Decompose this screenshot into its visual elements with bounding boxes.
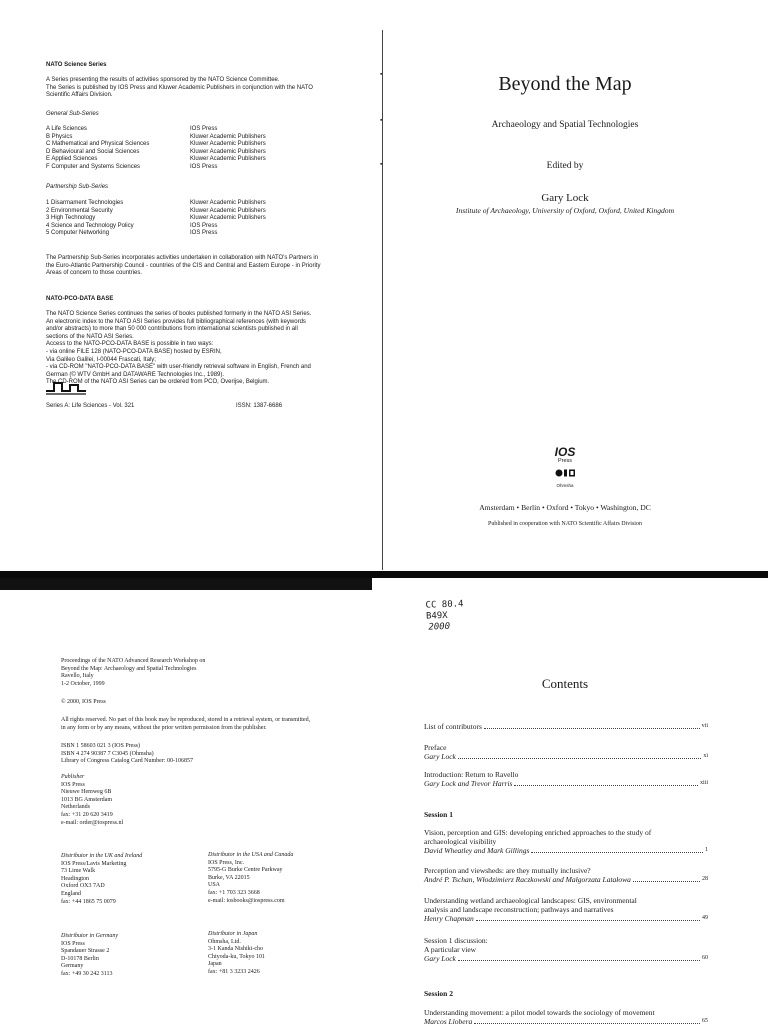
list-item: A Life Sciences IOS Press (46, 126, 218, 132)
nato-logo-icon (44, 379, 88, 397)
toc-entry-author: Marcos Llobera (424, 1017, 473, 1026)
toc-entry-title: analysis and landscape reconstruction; pathways and narratives (424, 905, 614, 914)
proceedings-line: Beyond the Map: Archaeology and Spatial Technologies (61, 665, 197, 672)
toc-page-number: 1 (705, 847, 708, 853)
address-line: Nieuwe Hemweg 6B (61, 789, 112, 796)
leader-dots (633, 881, 700, 882)
note-line: Areas of concern to those countries. (46, 270, 143, 277)
proceedings-line: 1-2 October, 1999 (61, 680, 105, 687)
toc-entry-title: Introduction: Return to Ravello (424, 770, 519, 779)
toc-entry-author: André P. Tschan, Włodzimierz Raczkowski and Małgorzata Latałowa (424, 875, 631, 884)
address-line: fax: +1 703 323 3668 (208, 889, 260, 896)
copyright-line: © 2000, IOS Press (61, 699, 106, 705)
db-line: The CD-ROM of the NATO ASI Series can be ordered from PCO, Overijse, Belgium. (46, 379, 270, 386)
isbn-block (61, 743, 193, 766)
address-line: 5795-G Burke Centre Parkway (208, 867, 283, 874)
editor-affiliation: Institute of Archaeology, University of Oxford, Oxford, United Kingdom (455, 206, 675, 215)
address-line: fax: +81 3 3233 2426 (208, 968, 260, 975)
issn: ISSN: 1387-6686 (236, 403, 283, 409)
list-item: F Computer and Systems Sciences IOS Press (46, 163, 218, 170)
address-line: Japan (208, 961, 222, 968)
toc-page-number: 60 (702, 955, 708, 961)
leader-dots (458, 758, 701, 759)
session-label: Session 1 (424, 810, 453, 819)
proceedings-line: Ravello, Italy (61, 673, 94, 680)
toc-leader-line (424, 779, 708, 788)
address-line: Spandauer Strasse 2 (61, 948, 110, 955)
rights-line: in any form or by any means, without the prior written permission from the publisher. (61, 724, 267, 731)
scan-divider-shadow (0, 578, 372, 590)
series-volume: Series A: Life Sciences - Vol. 321 (46, 403, 135, 409)
intro-line: A Series presenting the results of activities sponsored by the NATO Science Committee. (46, 77, 280, 83)
isbn-line: ISBN 1 58603 021 3 (IOS Press) (61, 743, 141, 749)
address-line: Netherlands (61, 804, 90, 811)
list-item: B Physics Kluwer Academic Publishers (46, 133, 266, 140)
scan-mark: ▪ (380, 160, 383, 168)
db-line: Access to the NATO-PCO-DATA BASE is possible in two ways: (46, 341, 214, 348)
ios-logo-text: IOS (554, 445, 576, 459)
address-line: fax: +44 1865 75 0079 (61, 898, 116, 905)
toc-leader-line (424, 752, 708, 761)
note-line: the Euro-Atlantic Partnership Council - countries of the CIS and Central and Eastern Europe - in Priority (46, 262, 321, 269)
general-subseries-heading: General Sub-Series (46, 111, 99, 117)
database-text (46, 311, 376, 387)
scan-mark: ▪ (380, 116, 383, 124)
address-line: Oxford OX3 7AD (61, 883, 105, 890)
toc-entry-title: A particular view (424, 945, 477, 954)
address-line: D-10178 Berlin (61, 955, 99, 962)
list-item: 3 High Technology Kluwer Academic Publishers (46, 215, 266, 222)
toc-page-number: 49 (702, 915, 708, 921)
address-line: IOS Press (61, 781, 85, 788)
address-line: Ohmsha, Ltd. (208, 938, 241, 945)
db-line: Via Galileo Galilei, I-00044 Frascati, Italy; (46, 356, 156, 363)
toc-entry-title: Perception and viewsheds: are they mutually inclusive? (424, 866, 591, 875)
list-item: 1 Disarmament Technologies Kluwer Academic Publishers (46, 200, 266, 206)
toc-entry-author: Gary Lock (424, 954, 456, 963)
partnership-note (46, 255, 376, 278)
toc-leader-line (424, 875, 708, 884)
intro-line: The Series is published by IOS Press and Kluwer Academic Publishers in conjunction with the NATO (46, 84, 313, 91)
toc-page-number: 28 (702, 876, 708, 882)
rights-block (61, 717, 371, 732)
distributor-uk (61, 853, 142, 906)
address-line: USA (208, 882, 221, 889)
address-line: Germany (61, 963, 84, 970)
toc-entry (424, 866, 708, 884)
toc-entry (424, 936, 708, 963)
toc-entry-author: Gary Lock (424, 752, 456, 761)
list-item: D Behavioural and Social Sciences Kluwer Academic Publishers (46, 148, 266, 155)
handwritten-line: B49X (425, 610, 448, 622)
toc-leader-line (424, 954, 708, 963)
address-line: 73 Lime Walk (61, 868, 96, 875)
distributor-japan (208, 931, 265, 977)
db-line: sections of the NATO ASI Series. (46, 333, 134, 340)
distributor-heading: Distributor in Germany (61, 933, 118, 939)
intro-line: Scientific Affairs Division. (46, 92, 113, 99)
toc-leader-line (424, 846, 708, 855)
page-gutter (382, 30, 383, 570)
list-item: C Mathematical and Physical Sciences Kluwer Academic Publishers (46, 141, 266, 148)
leader-dots (476, 920, 700, 921)
toc-page-number: xiii (699, 780, 708, 786)
editor-name: Gary Lock (541, 192, 589, 204)
rights-line: All rights reserved. No part of this book may be reproduced, stored in a retrieval system, or transmitted, (61, 717, 311, 723)
toc-leader-line (424, 722, 708, 731)
toc-entry (424, 770, 708, 788)
cooperation-note: Published in cooperation with NATO Scientific Affairs Division (488, 521, 642, 527)
address-line: e-mail: order@iospress.nl (61, 819, 124, 826)
book-subtitle: Archaeology and Spatial Technologies (491, 120, 639, 130)
address-line: IOS Press, Inc. (208, 859, 244, 866)
handwritten-line: 2000 (428, 621, 451, 633)
distributor-heading: Distributor in the USA and Canada (208, 852, 294, 858)
toc-page-number: vii (701, 723, 708, 729)
toc-entry (424, 743, 708, 761)
toc-page-number: xi (703, 753, 708, 759)
address-line: Headington (61, 875, 89, 882)
partnership-subseries-heading: Partnership Sub-Series (46, 184, 109, 190)
publisher-heading: Publisher (61, 774, 85, 780)
edited-by-label: Edited by (546, 161, 584, 171)
toc-entry-title: Session 1 discussion: (424, 936, 488, 945)
general-subseries-list (46, 126, 366, 172)
db-line: German (© WTV GmbH and DATAWARE Technologies Inc., 1989). (46, 371, 225, 378)
toc-session-heading (424, 810, 708, 819)
leader-dots (458, 960, 700, 961)
toc-entry (424, 896, 708, 923)
toc-entry-title: archaeological visibility (424, 837, 497, 846)
toc-entry-title: Understanding wetland archaeological landscapes: GIS, environmental (424, 896, 637, 905)
ohmsha-logo-icon (554, 468, 576, 478)
address-line: Burke, VA 22015 (208, 874, 250, 881)
list-item: 4 Science and Technology Policy IOS Press (46, 222, 218, 229)
publisher-logo (540, 446, 590, 488)
leader-dots (514, 785, 698, 786)
list-item: E Applied Sciences Kluwer Academic Publishers (46, 156, 266, 163)
address-line: e-mail: iosbooks@iospress.com (208, 897, 285, 904)
distributor-heading: Distributor in the UK and Ireland (61, 853, 143, 859)
db-line: - via CD-ROM "NATO-PCO-DATA BASE" with user-friendly retrieval software in English, French and (46, 364, 311, 371)
toc-entry (424, 1008, 708, 1026)
partnership-subseries-list (46, 200, 366, 238)
db-line: and/or abstracts) to more than 50 000 contributions from international scientists published in all (46, 326, 298, 333)
db-line: The NATO Science Series continues the series of books published formerly in the NATO ASI Series. (46, 311, 312, 317)
scan-mark: ▪ (380, 70, 383, 78)
toc-leader-line (424, 914, 708, 923)
publisher-address (61, 774, 123, 827)
series-title: NATO Science Series (46, 62, 107, 68)
address-line: IOS Press/Lavis Marketing (61, 860, 127, 867)
toc-page-number: 65 (702, 1018, 708, 1024)
toc-entry-title: Vision, perception and GIS: developing enriched approaches to the study of (424, 828, 652, 837)
list-item: 2 Environmental Security Kluwer Academic Publishers (46, 207, 266, 214)
proceedings-line: Proceedings of the NATO Advanced Research Workshop on (61, 658, 206, 664)
address-line: fax: +49 30 242 3113 (61, 970, 113, 977)
proceedings-block (61, 658, 361, 688)
toc-session-heading (424, 989, 708, 998)
toc-entry-title: Understanding movement: a pilot model towards the sociology of movement (424, 1008, 655, 1017)
database-heading: NATO-PCO-DATA BASE (46, 296, 114, 302)
book-title: Beyond the Map (498, 73, 632, 95)
contents-title: Contents (541, 676, 589, 691)
session-label: Session 2 (424, 989, 453, 998)
publisher-cities: Amsterdam • Berlin • Oxford • Tokyo • Washington, DC (479, 503, 651, 512)
handwritten-call-number (425, 599, 464, 633)
list-item: 5 Computer Networking IOS Press (46, 230, 218, 237)
toc-entry-title: List of contributors (424, 722, 482, 731)
isbn-line: ISBN 4 274 90387 7 C3045 (Ohmsha) (61, 750, 154, 757)
ios-logo-sub: Press (557, 458, 573, 464)
handwritten-line: CC 80.4 (425, 599, 464, 611)
distributor-usa (208, 852, 293, 905)
db-line: An electronic index to the NATO ASI Series provides full bibliographical references (with keywords (46, 318, 306, 325)
leader-dots (531, 852, 703, 853)
distributor-germany (61, 933, 118, 979)
series-intro (46, 77, 376, 100)
scan-divider (0, 571, 768, 578)
address-line: Chiyoda-ku, Tokyo 101 (208, 953, 265, 960)
address-line: IOS Press (61, 940, 85, 947)
toc-entry-author: Henry Chapman (424, 914, 474, 923)
address-line: England (61, 890, 81, 897)
ohmsha-label: Ohmsha (556, 483, 574, 488)
address-line: 3-1 Kanda Nishiki-cho (208, 946, 263, 953)
toc-entry-author: Gary Lock and Trevor Harris (424, 779, 513, 788)
address-line: 1013 BG Amsterdam (61, 796, 112, 803)
toc-entry (424, 828, 708, 855)
toc-entry-title: Preface (424, 743, 447, 752)
isbn-line: Library of Congress Catalog Card Number: 00-106857 (61, 758, 193, 765)
toc-entry-author: David Wheatley and Mark Gillings (424, 846, 530, 855)
leader-dots (484, 728, 700, 729)
toc-entry (424, 722, 708, 731)
toc-leader-line (424, 1017, 708, 1026)
db-line: - via online FILE 128 (NATO-PCO-DATA BASE) hosted by ESRIN, (46, 348, 222, 355)
note-line: The Partnership Sub-Series incorporates activities undertaken in collaboration with NATO's Partners in (46, 255, 319, 261)
distributor-heading: Distributor in Japan (208, 931, 258, 937)
address-line: fax: +31 20 620 3419 (61, 811, 113, 818)
